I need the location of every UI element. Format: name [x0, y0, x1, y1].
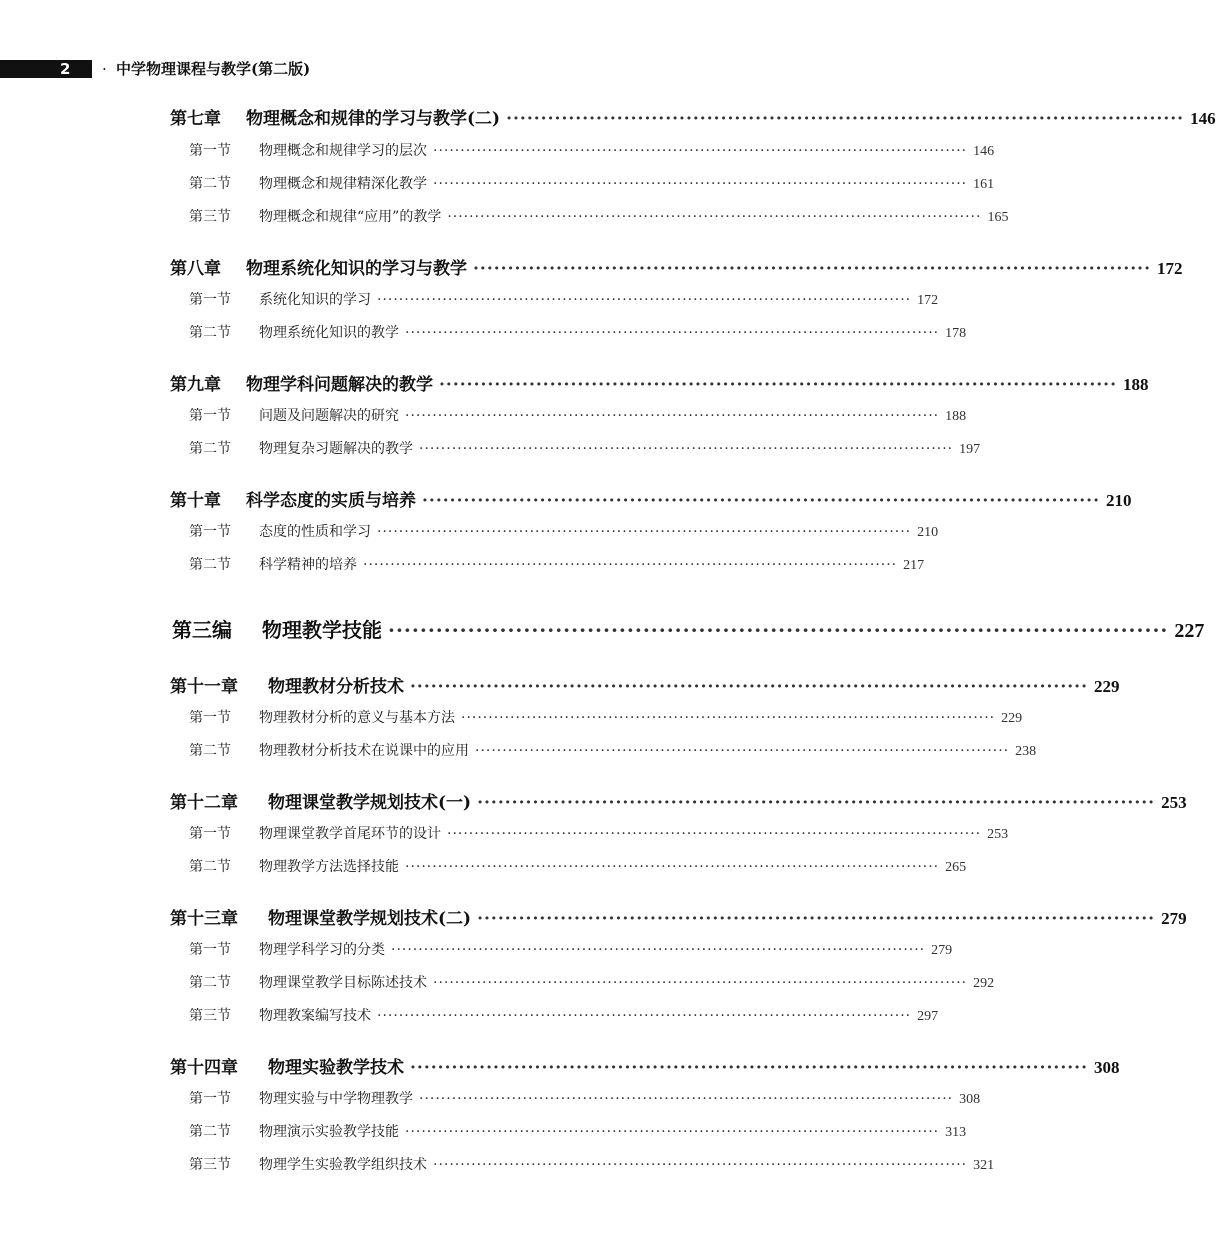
section-title: 物理学生实验教学组织技术: [259, 1157, 427, 1173]
chapter-label: 第十四章: [170, 1058, 238, 1078]
section-label: 第二节: [189, 176, 231, 192]
chapter-page-number: 172: [1157, 259, 1183, 278]
header-bar: [0, 60, 92, 78]
chapter-title: 物理概念和规律的学习与教学(二): [246, 109, 501, 129]
toc-part-3[interactable]: [172, 614, 1205, 644]
toc-section[interactable]: [189, 1121, 967, 1145]
chapter-label: 第十章: [170, 491, 221, 511]
section-title: 物理课堂教学目标陈述技术: [259, 975, 427, 991]
dot-leader: ··································································································: [506, 109, 1185, 129]
section-title: 物理概念和规律“应用”的教学: [259, 209, 442, 225]
chapter-page-number: 210: [1106, 491, 1132, 510]
dot-leader: ··································································································: [433, 1157, 968, 1173]
toc-section[interactable]: [189, 289, 939, 313]
dot-leader: ··································································································: [405, 859, 940, 875]
chapter-label: 第七章: [170, 109, 221, 129]
toc-section[interactable]: [189, 322, 967, 346]
toc-section[interactable]: [189, 173, 995, 197]
chapter-page-number: 253: [1161, 793, 1187, 812]
chapter-title: 科学态度的实质与培养: [246, 491, 416, 511]
section-label: 第二节: [189, 325, 231, 341]
running-title: 中学物理课程与教学(第二版): [116, 60, 311, 78]
section-page-number: 313: [945, 1125, 967, 1140]
part-page-number: 227: [1174, 620, 1205, 642]
toc-section[interactable]: [189, 939, 953, 963]
chapter-label: 第十二章: [170, 793, 238, 813]
section-title: 物理复杂习题解决的教学: [259, 441, 413, 457]
toc-section[interactable]: [189, 856, 967, 880]
dot-leader: ··································································································: [473, 259, 1152, 279]
chapter-title: 物理学科问题解决的教学: [246, 375, 433, 395]
section-label: 第二节: [189, 1124, 231, 1140]
toc-chapter-9[interactable]: [170, 370, 1149, 396]
section-title: 物理教学方法选择技能: [259, 859, 399, 875]
section-page-number: 161: [973, 177, 995, 192]
dot-leader: ··································································································: [433, 143, 968, 159]
section-title: 物理教材分析的意义与基本方法: [259, 710, 455, 726]
toc-section[interactable]: [189, 1088, 981, 1112]
dot-leader: ··································································································: [433, 975, 968, 991]
section-title: 物理演示实验教学技能: [259, 1124, 399, 1140]
section-page-number: 172: [917, 293, 939, 308]
section-page-number: 229: [1001, 711, 1023, 726]
section-page-number: 308: [959, 1092, 981, 1107]
chapter-label: 第八章: [170, 259, 221, 279]
section-label: 第一节: [189, 710, 231, 726]
dot-leader: ··································································································: [405, 1124, 940, 1140]
section-title: 物理教案编写技术: [259, 1008, 371, 1024]
toc-section[interactable]: [189, 740, 1037, 764]
section-page-number: 321: [973, 1158, 995, 1173]
dot-leader: ··································································································: [447, 826, 982, 842]
section-page-number: 217: [903, 558, 925, 573]
section-page-number: 238: [1015, 744, 1037, 759]
dot-leader: ··································································································: [405, 408, 940, 424]
section-page-number: 265: [945, 860, 967, 875]
section-label: 第一节: [189, 826, 231, 842]
section-title: 物理教材分析技术在说课中的应用: [259, 743, 469, 759]
toc-section[interactable]: [189, 521, 939, 545]
section-page-number: 146: [973, 144, 995, 159]
toc-section[interactable]: [189, 140, 995, 164]
chapter-title: 物理系统化知识的学习与教学: [246, 259, 467, 279]
dot-leader: ··································································································: [447, 209, 982, 225]
section-label: 第一节: [189, 942, 231, 958]
section-label: 第二节: [189, 441, 231, 457]
chapter-title: 物理教材分析技术: [268, 677, 404, 697]
section-page-number: 165: [987, 210, 1009, 225]
section-label: 第三节: [189, 209, 231, 225]
section-page-number: 210: [917, 525, 939, 540]
toc-chapter-7[interactable]: [170, 104, 1216, 130]
section-title: 物理系统化知识的教学: [259, 325, 399, 341]
dot-leader: ··································································································: [410, 677, 1089, 697]
toc-section[interactable]: [189, 707, 1023, 731]
toc-section[interactable]: [189, 206, 1009, 230]
dot-leader: ··································································································: [419, 1091, 954, 1107]
section-title: 态度的性质和学习: [259, 524, 371, 540]
chapter-page-number: 188: [1123, 375, 1149, 394]
chapter-label: 第十一章: [170, 677, 238, 697]
section-label: 第一节: [189, 408, 231, 424]
section-label: 第三节: [189, 1157, 231, 1173]
dot-leader: ··································································································: [405, 325, 940, 341]
section-label: 第一节: [189, 1091, 231, 1107]
page-number: 2: [60, 60, 71, 78]
section-page-number: 297: [917, 1009, 939, 1024]
toc-section[interactable]: [189, 554, 925, 578]
section-title: 物理课堂教学首尾环节的设计: [259, 826, 441, 842]
section-label: 第二节: [189, 743, 231, 759]
chapter-title: 物理课堂教学规划技术(一): [268, 793, 472, 813]
section-label: 第一节: [189, 143, 231, 159]
chapter-label: 第九章: [170, 375, 221, 395]
section-title: 物理实验与中学物理教学: [259, 1091, 413, 1107]
section-page-number: 188: [945, 409, 967, 424]
section-label: 第一节: [189, 524, 231, 540]
part-label: 第三编: [172, 618, 232, 642]
section-title: 科学精神的培养: [259, 557, 357, 573]
dot-leader: ··································································································: [377, 292, 912, 308]
section-title: 系统化知识的学习: [259, 292, 371, 308]
toc-chapter-11[interactable]: [170, 672, 1120, 698]
dot-leader: ··································································································: [477, 793, 1156, 813]
chapter-title: 物理课堂教学规划技术(二): [268, 909, 472, 929]
toc-section[interactable]: [189, 972, 995, 996]
toc-section[interactable]: [189, 823, 1009, 847]
section-page-number: 178: [945, 326, 967, 341]
toc-section[interactable]: [189, 405, 967, 429]
section-label: 第一节: [189, 292, 231, 308]
dot-leader: ··································································································: [363, 557, 898, 573]
section-title: 物理概念和规律精深化教学: [259, 176, 427, 192]
chapter-page-number: 308: [1094, 1058, 1120, 1077]
dot-leader: ··································································································: [410, 1058, 1089, 1078]
chapter-page-number: 146: [1190, 109, 1216, 128]
chapter-label: 第十三章: [170, 909, 238, 929]
chapter-page-number: 229: [1094, 677, 1120, 696]
section-title: 物理概念和规律学习的层次: [259, 143, 427, 159]
section-title: 物理学科学习的分类: [259, 942, 385, 958]
section-label: 第二节: [189, 557, 231, 573]
chapter-title: 物理实验教学技术: [268, 1058, 404, 1078]
toc-chapter-14[interactable]: [170, 1053, 1120, 1079]
dot-leader: ··································································································: [475, 743, 1010, 759]
section-label: 第三节: [189, 1008, 231, 1024]
header-separator-dot: ·: [102, 60, 107, 78]
toc-section[interactable]: [189, 438, 981, 462]
section-page-number: 197: [959, 442, 981, 457]
dot-leader: ··································································································: [419, 441, 954, 457]
toc-chapter-13[interactable]: [170, 904, 1187, 930]
toc-chapter-12[interactable]: [170, 788, 1187, 814]
dot-leader: ··································································································: [422, 491, 1101, 511]
dot-leader: ··································································································: [377, 1008, 912, 1024]
section-page-number: 253: [987, 827, 1009, 842]
section-title: 问题及问题解决的研究: [259, 408, 399, 424]
dot-leader: ··································································································: [439, 375, 1118, 395]
section-label: 第二节: [189, 859, 231, 875]
toc-chapter-10[interactable]: [170, 486, 1132, 512]
dot-leader: ··································································································: [433, 176, 968, 192]
toc-section[interactable]: [189, 1154, 995, 1178]
dot-leader: ··································································································: [391, 942, 926, 958]
dot-leader: ··································································································: [388, 618, 1169, 642]
toc-chapter-8[interactable]: [170, 254, 1183, 280]
dot-leader: ··································································································: [461, 710, 996, 726]
toc-section[interactable]: [189, 1005, 939, 1029]
dot-leader: ··································································································: [477, 909, 1156, 929]
section-page-number: 279: [931, 943, 953, 958]
chapter-page-number: 279: [1161, 909, 1187, 928]
part-title: 物理教学技能: [262, 618, 382, 642]
dot-leader: ··································································································: [377, 524, 912, 540]
section-page-number: 292: [973, 976, 995, 991]
section-label: 第二节: [189, 975, 231, 991]
